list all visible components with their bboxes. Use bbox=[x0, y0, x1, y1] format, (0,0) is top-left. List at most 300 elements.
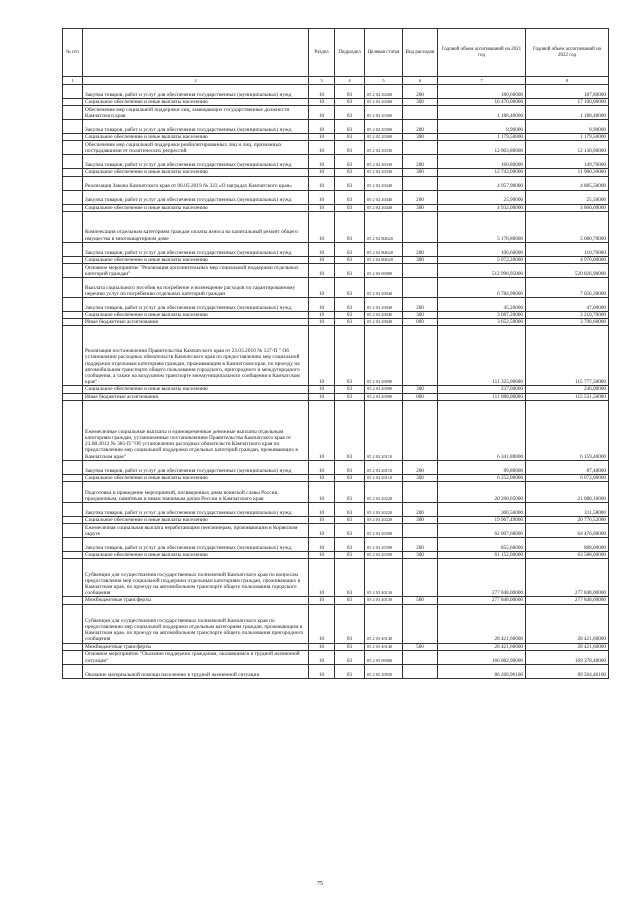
row-name: Закупка товаров, работ и услуг для обеспечения государственных (муниципальных) нужд bbox=[83, 298, 309, 312]
row-expense-type bbox=[403, 524, 438, 538]
row-expense-type: 200 bbox=[403, 298, 438, 312]
row-num bbox=[63, 400, 83, 460]
row-num bbox=[63, 204, 83, 211]
row-razdel: 10 bbox=[309, 176, 335, 190]
row-razdel: 10 bbox=[309, 559, 335, 597]
table-row bbox=[63, 190, 609, 204]
row-num bbox=[63, 106, 83, 120]
row-volume-2022: 187,80000 bbox=[526, 85, 609, 99]
row-volume-2022: 17 100,00000 bbox=[526, 99, 609, 106]
row-expense-type: 300 bbox=[403, 99, 438, 106]
row-podrazdel: 03 bbox=[335, 106, 365, 120]
row-podrazdel: 03 bbox=[335, 176, 365, 190]
row-name: Закупка товаров, работ и услуг для обеспечения государственных (муниципальных) нужд bbox=[83, 503, 309, 517]
row-num bbox=[63, 460, 83, 474]
row-expense-type: 200 bbox=[403, 85, 438, 99]
row-name: Социальное обеспечение и иные выплаты населению bbox=[83, 204, 309, 211]
row-razdel: 10 bbox=[309, 503, 335, 517]
row-razdel: 10 bbox=[309, 400, 335, 460]
row-target-article: 05 2 03 20220 bbox=[365, 503, 403, 517]
table-body bbox=[63, 85, 609, 679]
row-podrazdel: 03 bbox=[335, 278, 365, 298]
row-volume-2021: 277 848,00000 bbox=[438, 559, 526, 597]
row-volume-2021: 277 848,00000 bbox=[438, 597, 526, 604]
row-num bbox=[63, 393, 83, 400]
row-expense-type: 300 bbox=[403, 169, 438, 176]
row-num bbox=[63, 278, 83, 298]
table-row bbox=[63, 312, 609, 319]
row-volume-2022: 63 588,00000 bbox=[526, 552, 609, 559]
row-podrazdel: 03 bbox=[335, 190, 365, 204]
row-podrazdel: 03 bbox=[335, 211, 365, 242]
row-volume-2022: 87,40000 bbox=[526, 460, 609, 474]
row-podrazdel: 03 bbox=[335, 169, 365, 176]
row-name: Ежемесячная социальная выплата неработающим пенсионерам, проживающим в Корякском округе bbox=[83, 524, 309, 538]
row-razdel: 10 bbox=[309, 552, 335, 559]
table-row bbox=[63, 503, 609, 517]
row-target-article: 05 2 03 20090 bbox=[365, 393, 403, 400]
row-num bbox=[63, 242, 83, 256]
row-num bbox=[63, 211, 83, 242]
row-razdel: 10 bbox=[309, 393, 335, 400]
header-expense-type: Вид расходов bbox=[403, 29, 438, 77]
row-expense-type: 200 bbox=[403, 155, 438, 169]
row-name: Закупка товаров, работ и услуг для обеспечения государственных (муниципальных) нужд bbox=[83, 155, 309, 169]
row-expense-type: 200 bbox=[403, 120, 438, 134]
row-razdel: 10 bbox=[309, 664, 335, 678]
row-volume-2022: 21 088,10000 bbox=[526, 482, 609, 503]
row-podrazdel: 03 bbox=[335, 312, 365, 319]
row-razdel: 10 bbox=[309, 298, 335, 312]
row-volume-2021: 4 932,00000 bbox=[438, 204, 526, 211]
header-target-article: Целевая статья bbox=[365, 29, 403, 77]
row-volume-2022: 169 378,40000 bbox=[526, 650, 609, 664]
row-volume-2021: 4 957,90000 bbox=[438, 176, 526, 190]
row-num bbox=[63, 190, 83, 204]
row-volume-2022: 277 848,00000 bbox=[526, 559, 609, 597]
header-volume-2021: Годовой объем ассигнований на 2021 год bbox=[438, 29, 526, 77]
row-podrazdel: 03 bbox=[335, 393, 365, 400]
table-row bbox=[63, 264, 609, 278]
row-razdel: 10 bbox=[309, 319, 335, 326]
row-razdel: 10 bbox=[309, 204, 335, 211]
row-target-article: 05 2 03 20040 bbox=[365, 312, 403, 319]
row-razdel: 10 bbox=[309, 604, 335, 643]
row-razdel: 10 bbox=[309, 326, 335, 386]
row-volume-2022: 110,70000 bbox=[526, 242, 609, 256]
table-row bbox=[63, 460, 609, 474]
row-volume-2022: 520 826,90000 bbox=[526, 264, 609, 278]
row-expense-type bbox=[403, 650, 438, 664]
row-podrazdel: 03 bbox=[335, 524, 365, 538]
table-row bbox=[63, 211, 609, 242]
header-volume-2022: Годовой объем ассигнований на 2022 год bbox=[526, 29, 609, 77]
row-razdel: 10 bbox=[309, 597, 335, 604]
row-volume-2021: 20 268,05000 bbox=[438, 482, 526, 503]
row-podrazdel: 03 bbox=[335, 503, 365, 517]
header-num: № п/п bbox=[63, 29, 83, 77]
row-expense-type bbox=[403, 326, 438, 386]
row-razdel: 10 bbox=[309, 482, 335, 503]
row-volume-2021: 166 082,90000 bbox=[438, 650, 526, 664]
column-index: 6 bbox=[403, 77, 438, 85]
column-index: 2 bbox=[83, 77, 309, 85]
row-name: Закупка товаров, работ и услуг для обеспечения государственных (муниципальных) нужд bbox=[83, 460, 309, 474]
table-row bbox=[63, 155, 609, 169]
row-num bbox=[63, 155, 83, 169]
row-expense-type: 300 bbox=[403, 552, 438, 559]
row-target-article: 05 2 02 20300 bbox=[365, 120, 403, 134]
row-podrazdel: 03 bbox=[335, 242, 365, 256]
page-number: 75 bbox=[317, 881, 323, 887]
row-name: Закупка товаров, работ и услуг для обеспечения государственных (муниципальных) нужд bbox=[83, 85, 309, 99]
row-volume-2022: 47,00000 bbox=[526, 298, 609, 312]
row-volume-2022: 89 564,46100 bbox=[526, 664, 609, 678]
row-podrazdel: 03 bbox=[335, 517, 365, 524]
row-volume-2022: 64 476,00000 bbox=[526, 524, 609, 538]
row-volume-2022: 7 056,30000 bbox=[526, 278, 609, 298]
row-volume-2021: 62 007,60000 bbox=[438, 524, 526, 538]
row-name: Закупка товаров, работ и услуг для обеспечения государственных (муниципальных) нужд bbox=[83, 538, 309, 552]
row-podrazdel: 03 bbox=[335, 460, 365, 474]
table-row bbox=[63, 552, 609, 559]
appropriations-table bbox=[62, 28, 609, 679]
header-name bbox=[83, 29, 309, 77]
row-podrazdel: 03 bbox=[335, 650, 365, 664]
row-name: Социальное обеспечение и иные выплаты населению bbox=[83, 169, 309, 176]
row-name: Обеспечение мер социальной поддержки лиц, замещающих государственные должности Камчатского края bbox=[83, 106, 309, 120]
row-name: Социальное обеспечение и иные выплаты населению bbox=[83, 312, 309, 319]
row-razdel: 10 bbox=[309, 650, 335, 664]
row-num bbox=[63, 552, 83, 559]
row-volume-2021: 6 252,00000 bbox=[438, 474, 526, 481]
column-index: 8 bbox=[526, 77, 609, 85]
row-volume-2021: 89,80000 bbox=[438, 460, 526, 474]
row-target-article: 05 2 02 R4620 bbox=[365, 211, 403, 242]
row-num bbox=[63, 319, 83, 326]
row-target-article: 05 2 02 20300 bbox=[365, 134, 403, 141]
row-target-article: 05 2 02 20330 bbox=[365, 169, 403, 176]
row-expense-type bbox=[403, 176, 438, 190]
row-num bbox=[63, 169, 83, 176]
row-expense-type: 200 bbox=[403, 538, 438, 552]
row-expense-type bbox=[403, 141, 438, 155]
row-num bbox=[63, 312, 83, 319]
row-volume-2021: 111 325,00000 bbox=[438, 326, 526, 386]
row-volume-2021: 86 268,96100 bbox=[438, 664, 526, 678]
row-name: Обеспечение мер социальной поддержки реабилитированных лиц и лиц, признанных пострадавшими от политических репрессий bbox=[83, 141, 309, 155]
table-row bbox=[63, 141, 609, 155]
row-razdel: 10 bbox=[309, 120, 335, 134]
table-row bbox=[63, 400, 609, 460]
row-target-article: 05 2 03 20220 bbox=[365, 517, 403, 524]
row-target-article: 05 2 02 20300 bbox=[365, 106, 403, 120]
row-expense-type: 800 bbox=[403, 393, 438, 400]
row-razdel: 10 bbox=[309, 169, 335, 176]
row-expense-type bbox=[403, 264, 438, 278]
row-expense-type bbox=[403, 604, 438, 643]
table-row bbox=[63, 134, 609, 141]
row-razdel: 10 bbox=[309, 460, 335, 474]
row-volume-2022: 311,58000 bbox=[526, 503, 609, 517]
row-expense-type bbox=[403, 400, 438, 460]
row-name: Основное мероприятие "Реализация дополнительных мер социальной поддержки отдельных категорий граждан" bbox=[83, 264, 309, 278]
row-volume-2021: 28 421,60000 bbox=[438, 604, 526, 643]
row-target-article: 05 2 03 40140 bbox=[365, 604, 403, 643]
row-expense-type: 500 bbox=[403, 643, 438, 650]
row-num bbox=[63, 650, 83, 664]
row-podrazdel: 03 bbox=[335, 326, 365, 386]
row-num bbox=[63, 99, 83, 106]
table-row bbox=[63, 99, 609, 106]
row-name: Социальное обеспечение и иные выплаты населению bbox=[83, 134, 309, 141]
table-row bbox=[63, 538, 609, 552]
row-razdel: 10 bbox=[309, 474, 335, 481]
row-target-article: 05 2 03 40130 bbox=[365, 597, 403, 604]
row-num bbox=[63, 538, 83, 552]
row-num bbox=[63, 503, 83, 517]
row-expense-type bbox=[403, 559, 438, 597]
row-podrazdel: 03 bbox=[335, 552, 365, 559]
row-target-article: 05 2 03 20110 bbox=[365, 400, 403, 460]
row-podrazdel: 03 bbox=[335, 141, 365, 155]
row-num bbox=[63, 176, 83, 190]
row-target-article: 05 2 03 20090 bbox=[365, 326, 403, 386]
table-row bbox=[63, 604, 609, 643]
row-expense-type: 300 bbox=[403, 204, 438, 211]
row-name: Субвенции для осуществления государственных полномочий Камчатского края по предоставлению мер социальной поддержки отдельным категориям граждан, проживающим в Камчатском крае, по проезду на автомобильном транспорте общего пользования пригородного сообщения bbox=[83, 604, 309, 643]
row-target-article: 05 2 05 00000 bbox=[365, 650, 403, 664]
row-name: Компенсация отдельным категориям граждан оплаты взноса на капитальный ремонт общего имущества в многоквартирном доме bbox=[83, 211, 309, 242]
row-target-article: 05 2 02 20260 bbox=[365, 99, 403, 106]
row-podrazdel: 03 bbox=[335, 99, 365, 106]
row-name: Выплата социального пособия на погребение и возмещение расходов по гарантированному перечню услуг по погребению отдельных категорий граждан bbox=[83, 278, 309, 298]
table-row bbox=[63, 242, 609, 256]
row-num bbox=[63, 386, 83, 393]
row-num bbox=[63, 264, 83, 278]
row-volume-2021: 6 341,80000 bbox=[438, 400, 526, 460]
row-volume-2021: 300,56000 bbox=[438, 503, 526, 517]
row-target-article: 05 2 02 20440 bbox=[365, 176, 403, 190]
row-num bbox=[63, 517, 83, 524]
row-target-article: 05 2 02 20330 bbox=[365, 141, 403, 155]
row-name: Оказание материальной помощи населению в трудной жизненной ситуации bbox=[83, 664, 309, 678]
row-podrazdel: 03 bbox=[335, 264, 365, 278]
row-volume-2022: 28 421,60000 bbox=[526, 643, 609, 650]
row-podrazdel: 03 bbox=[335, 664, 365, 678]
row-volume-2021: 3 087,20000 bbox=[438, 312, 526, 319]
row-num bbox=[63, 524, 83, 538]
row-volume-2022: 20 776,52000 bbox=[526, 517, 609, 524]
row-num bbox=[63, 482, 83, 503]
row-target-article: 05 2 03 20220 bbox=[365, 482, 403, 503]
table-row bbox=[63, 298, 609, 312]
row-expense-type: 200 bbox=[403, 190, 438, 204]
row-target-article: 05 2 02 20440 bbox=[365, 190, 403, 204]
row-name: Межбюджетные трансферты bbox=[83, 597, 309, 604]
column-index: 7 bbox=[438, 77, 526, 85]
row-name: Социальное обеспечение и иные выплаты населению bbox=[83, 552, 309, 559]
row-target-article: 05 2 03 00000 bbox=[365, 264, 403, 278]
row-razdel: 10 bbox=[309, 386, 335, 393]
row-expense-type: 300 bbox=[403, 312, 438, 319]
row-target-article: 05 2 02 R4620 bbox=[365, 242, 403, 256]
row-volume-2021: 1 188,40000 bbox=[438, 106, 526, 120]
row-volume-2021: 19 967,49000 bbox=[438, 517, 526, 524]
row-podrazdel: 03 bbox=[335, 604, 365, 643]
row-name: Социальное обеспечение и иные выплаты населению bbox=[83, 256, 309, 263]
row-podrazdel: 03 bbox=[335, 298, 365, 312]
row-target-article: 05 2 03 20110 bbox=[365, 474, 403, 481]
row-razdel: 10 bbox=[309, 517, 335, 524]
row-expense-type bbox=[403, 211, 438, 242]
row-volume-2022: 3 210,70000 bbox=[526, 312, 609, 319]
row-name: Социальное обеспечение и иные выплаты населению bbox=[83, 386, 309, 393]
row-volume-2022: 25,50000 bbox=[526, 190, 609, 204]
row-volume-2021: 8,90000 bbox=[438, 120, 526, 134]
table-row bbox=[63, 517, 609, 524]
row-volume-2022: 5 080,70000 bbox=[526, 211, 609, 242]
row-podrazdel: 03 bbox=[335, 120, 365, 134]
row-volume-2022: 115 777,50000 bbox=[526, 326, 609, 386]
table-row bbox=[63, 278, 609, 298]
table-row bbox=[63, 85, 609, 99]
row-num bbox=[63, 474, 83, 481]
table-row bbox=[63, 474, 609, 481]
row-volume-2022: 12 130,00000 bbox=[526, 141, 609, 155]
table-row bbox=[63, 524, 609, 538]
row-target-article: 05 2 03 20110 bbox=[365, 460, 403, 474]
row-num bbox=[63, 134, 83, 141]
row-volume-2021: 855,60000 bbox=[438, 538, 526, 552]
row-expense-type: 800 bbox=[403, 319, 438, 326]
row-razdel: 10 bbox=[309, 242, 335, 256]
row-podrazdel: 03 bbox=[335, 400, 365, 460]
row-target-article: 05 2 03 20040 bbox=[365, 278, 403, 298]
row-volume-2022: 6 159,40000 bbox=[526, 400, 609, 460]
row-target-article: 05 2 02 20330 bbox=[365, 155, 403, 169]
row-volume-2021: 16 470,00000 bbox=[438, 99, 526, 106]
row-razdel: 10 bbox=[309, 256, 335, 263]
row-name: Закупка товаров, работ и услуг для обеспечения государственных (муниципальных) нужд bbox=[83, 242, 309, 256]
row-expense-type: 200 bbox=[403, 242, 438, 256]
row-num bbox=[63, 326, 83, 386]
table-row bbox=[63, 482, 609, 503]
row-razdel: 10 bbox=[309, 538, 335, 552]
row-volume-2022: 246,00000 bbox=[526, 386, 609, 393]
row-target-article: 05 2 03 20090 bbox=[365, 386, 403, 393]
row-target-article: 05 2 03 40140 bbox=[365, 643, 403, 650]
row-podrazdel: 03 bbox=[335, 482, 365, 503]
row-expense-type: 300 bbox=[403, 474, 438, 481]
row-target-article: 05 2 05 20050 bbox=[365, 664, 403, 678]
header-row bbox=[63, 29, 609, 77]
row-podrazdel: 03 bbox=[335, 538, 365, 552]
row-expense-type: 300 bbox=[403, 134, 438, 141]
row-volume-2022: 6 072,00000 bbox=[526, 474, 609, 481]
column-index: 3 bbox=[309, 77, 335, 85]
column-index: 4 bbox=[335, 77, 365, 85]
row-razdel: 10 bbox=[309, 85, 335, 99]
row-razdel: 10 bbox=[309, 155, 335, 169]
row-num bbox=[63, 604, 83, 643]
row-volume-2021: 106,60000 bbox=[438, 242, 526, 256]
row-name: Закупка товаров, работ и услуг для обеспечения государственных (муниципальных) нужд bbox=[83, 120, 309, 134]
row-podrazdel: 03 bbox=[335, 474, 365, 481]
row-num bbox=[63, 597, 83, 604]
row-name: Реализация постановления Правительства Камчатского края от 23.03.2010 № 127-П " Об установлении расходных обязательств Камчатского края по предоставлению мер социальной поддержки отдельным категориям граждан, проживающим в Камчатском крае, по проезду на автомобильном транспорте общего пользования городского, пригородного и междугородного сообщения, а также на воздушном транспорте межмуниципального сообщения в Камчатском крае" bbox=[83, 326, 309, 386]
row-expense-type: 300 bbox=[403, 256, 438, 263]
table-row bbox=[63, 319, 609, 326]
row-num bbox=[63, 643, 83, 650]
table-row bbox=[63, 650, 609, 664]
row-razdel: 10 bbox=[309, 312, 335, 319]
row-volume-2021: 28 421,60000 bbox=[438, 643, 526, 650]
row-expense-type: 300 bbox=[403, 386, 438, 393]
row-razdel: 10 bbox=[309, 264, 335, 278]
row-volume-2022: 4 885,50000 bbox=[526, 176, 609, 190]
row-podrazdel: 03 bbox=[335, 643, 365, 650]
table-row bbox=[63, 393, 609, 400]
row-volume-2021: 6 784,90000 bbox=[438, 278, 526, 298]
column-index: 5 bbox=[365, 77, 403, 85]
row-podrazdel: 03 bbox=[335, 597, 365, 604]
row-podrazdel: 03 bbox=[335, 319, 365, 326]
row-name: Субвенции для осуществления государственных полномочий Камчатского края по вопросам предоставления мер социальной поддержки отдельным категориям граждан, проживающих в Камчатском крае, по проезду на автомобильном транспорте общего пользования городского сообщения bbox=[83, 559, 309, 597]
table-row bbox=[63, 256, 609, 263]
row-razdel: 10 bbox=[309, 190, 335, 204]
row-target-article: 05 2 03 20390 bbox=[365, 524, 403, 538]
row-volume-2021: 5 178,80000 bbox=[438, 211, 526, 242]
row-name: Социальное обеспечение и иные выплаты населению bbox=[83, 517, 309, 524]
row-razdel: 10 bbox=[309, 99, 335, 106]
row-volume-2021: 12 743,00000 bbox=[438, 169, 526, 176]
row-volume-2022: 4 970,00000 bbox=[526, 256, 609, 263]
row-num bbox=[63, 85, 83, 99]
table-row bbox=[63, 326, 609, 386]
row-num bbox=[63, 141, 83, 155]
row-volume-2022: 888,00000 bbox=[526, 538, 609, 552]
row-target-article: 05 2 03 20390 bbox=[365, 552, 403, 559]
row-expense-type: 300 bbox=[403, 517, 438, 524]
row-volume-2021: 61 152,00000 bbox=[438, 552, 526, 559]
row-volume-2022: 28 421,60000 bbox=[526, 604, 609, 643]
row-num bbox=[63, 664, 83, 678]
row-volume-2022: 115 531,50000 bbox=[526, 393, 609, 400]
row-expense-type bbox=[403, 106, 438, 120]
row-razdel: 10 bbox=[309, 141, 335, 155]
row-target-article: 05 2 02 20440 bbox=[365, 204, 403, 211]
row-expense-type bbox=[403, 664, 438, 678]
row-volume-2022: 8,90000 bbox=[526, 120, 609, 134]
row-volume-2021: 160,80000 bbox=[438, 155, 526, 169]
row-razdel: 10 bbox=[309, 134, 335, 141]
row-volume-2021: 45,20000 bbox=[438, 298, 526, 312]
row-expense-type bbox=[403, 278, 438, 298]
row-volume-2022: 1 188,40000 bbox=[526, 106, 609, 120]
table-row bbox=[63, 643, 609, 650]
row-razdel: 10 bbox=[309, 524, 335, 538]
row-name: Закупка товаров, работ и услуг для обеспечения государственных (муниципальных) нужд bbox=[83, 190, 309, 204]
row-name: Подготовка и проведение мероприятий, посвященных дням воинской славы России, праздничным, памятным и иным значимым датам России и Камчатского края bbox=[83, 482, 309, 503]
row-name: Социальное обеспечение и иные выплаты населению bbox=[83, 474, 309, 481]
row-volume-2022: 3 798,60000 bbox=[526, 319, 609, 326]
row-podrazdel: 03 bbox=[335, 256, 365, 263]
table-row bbox=[63, 386, 609, 393]
row-name: Иные бюджетные ассигнования bbox=[83, 393, 309, 400]
table-row bbox=[63, 106, 609, 120]
row-name: Межбюджетные трансферты bbox=[83, 643, 309, 650]
